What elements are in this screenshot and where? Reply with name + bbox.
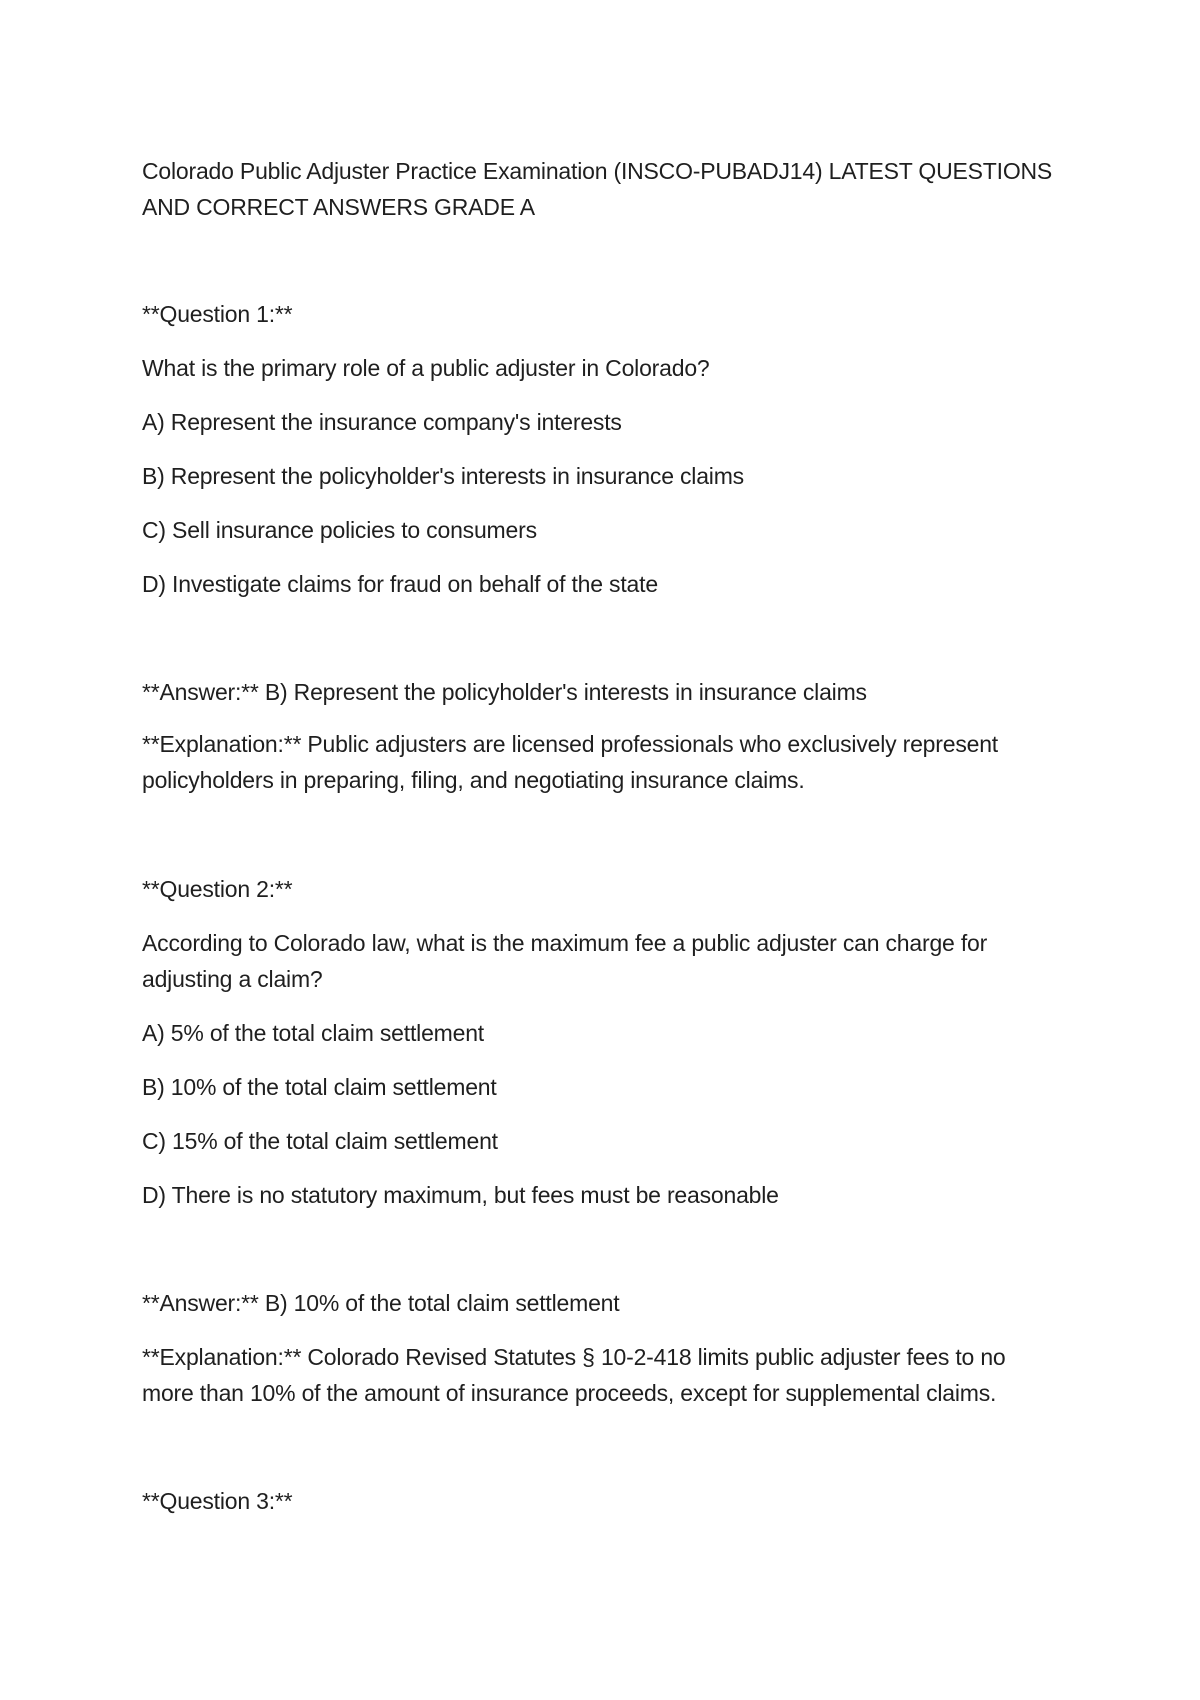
question-2-explanation-line-2: more than 10% of the amount of insurance proceeds, except for supplemental claims.: [142, 1380, 997, 1406]
question-2-prompt-line-1: According to Colorado law, what is the maximum fee a public adjuster can charge for: [142, 930, 988, 956]
question-1-option-d: D) Investigate claims for fraud on behalf of the state: [142, 571, 658, 597]
question-2-heading: **Question 2:**: [142, 876, 293, 902]
question-1-option-c: C) Sell insurance policies to consumers: [142, 517, 537, 543]
question-1-answer: **Answer:** B) Represent the policyholder's interests in insurance claims: [142, 679, 867, 705]
question-3-heading: **Question 3:**: [142, 1488, 293, 1514]
document-title-line-2: AND CORRECT ANSWERS GRADE A: [142, 194, 535, 220]
document-page: [142, 0, 1062, 1700]
question-2-answer: **Answer:** B) 10% of the total claim settlement: [142, 1290, 620, 1316]
question-2-prompt-line-2: adjusting a claim?: [142, 966, 323, 992]
question-1-explanation-line-2: policyholders in preparing, filing, and negotiating insurance claims.: [142, 767, 805, 793]
question-2-option-c: C) 15% of the total claim settlement: [142, 1128, 498, 1154]
question-2-option-b: B) 10% of the total claim settlement: [142, 1074, 497, 1100]
question-2-option-d: D) There is no statutory maximum, but fees must be reasonable: [142, 1182, 779, 1208]
document-title-line-1: Colorado Public Adjuster Practice Examination (INSCO-PUBADJ14) LATEST QUESTIONS: [142, 158, 1053, 184]
question-1-option-b: B) Represent the policyholder's interests in insurance claims: [142, 463, 744, 489]
question-1-heading: **Question 1:**: [142, 301, 293, 327]
question-1-prompt: What is the primary role of a public adjuster in Colorado?: [142, 355, 710, 381]
question-2-option-a: A) 5% of the total claim settlement: [142, 1020, 484, 1046]
question-2-explanation-line-1: **Explanation:** Colorado Revised Statutes § 10-2-418 limits public adjuster fees to no: [142, 1344, 1006, 1370]
question-1-option-a: A) Represent the insurance company's interests: [142, 409, 622, 435]
question-1-explanation-line-1: **Explanation:** Public adjusters are licensed professionals who exclusively represent: [142, 731, 998, 757]
